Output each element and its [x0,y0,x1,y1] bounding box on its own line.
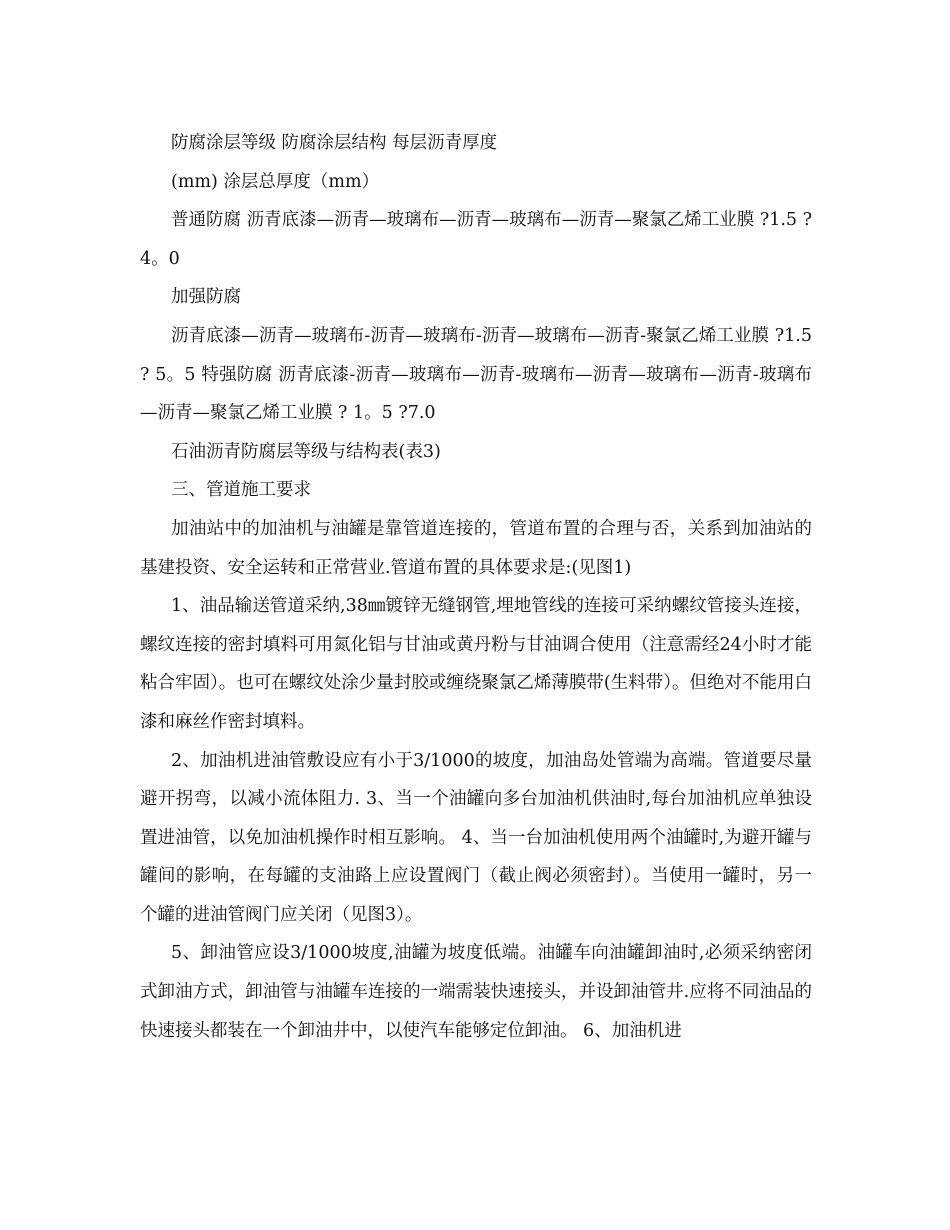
table-header-line-2: (mm) 涂层总厚度（mm） [171,171,380,192]
table-caption: 石油沥青防腐层等级与结构表(表3) [171,441,441,462]
table-header-line-1: 防腐涂层等级 防腐涂层结构 每层沥青厚度 [171,133,498,153]
section-heading: 三、管道施工要求 [171,480,311,501]
body-paragraph: 5、卸油管应设3/1000坡度,油罐为坡度低端。油罐车向油罐卸油时,必须采纳密闭式卸油方式，卸油管与油罐车连接的一端需装快速接头，并设卸油管井.应将不同油品的快速接头都装在一个卸油井中，以使汽车能够定位卸油。 6、加油机进 [140,943,812,1041]
body-paragraph: 2、加油机进油管敷设应有小于3/1000的坡度，加油岛处管端为高端。管道要尽量避开拐弯，以减小流体阻力. 3、当一个油罐向多台加油机供油时,每台加油机应单独设置进油管，以免加油机操作时相互影响。 4、当一台加油机使用两个油罐时,为避开罐与罐间的影响，在每罐的支油路上应设置阀门（截止阀必须密封）。当使用一罐时，另一个罐的进油管阀门应关闭（见图3）。 [140,750,812,925]
body-paragraph: 1、油品输送管道采纳,38㎜镀锌无缝钢管,埋地管线的连接可采纳螺纹管接头连接，螺纹连接的密封填料可用氮化铝与甘油或黄丹粉与甘油调合使用（注意需经24小时才能粘合牢固）。也可在螺纹处涂少量封胶或缠绕聚氯乙烯薄膜带(生料带）。但绝对不能用白漆和麻丝作密封填料。 [140,596,812,732]
document-body [140,124,812,1050]
ordinary-protection-row: 普通防腐 沥青底漆—沥青—玻璃布—沥青—玻璃布—沥青—聚氯乙烯工业膜 ?1.5 ? 4。0 [140,210,812,269]
enhanced-protection-label: 加强防腐 [171,287,241,308]
body-paragraph: 加油站中的加油机与油罐是靠管道连接的，管道布置的合理与否，关系到加油站的基建投资、安全运转和正常营业.管道布置的具体要求是:(见图1) [140,518,812,578]
enhanced-special-protection-rows: 沥青底漆—沥青—玻璃布-沥青—玻璃布-沥青—玻璃布—沥青-聚氯乙烯工业膜 ?1.5 ? 5。5 特强防腐 沥青底漆-沥青—玻璃布—沥青-玻璃布—沥青—玻璃布—沥青-玻璃布—沥青—聚氯乙烯工业膜 ? 1。5 ?7.0 [140,325,812,424]
